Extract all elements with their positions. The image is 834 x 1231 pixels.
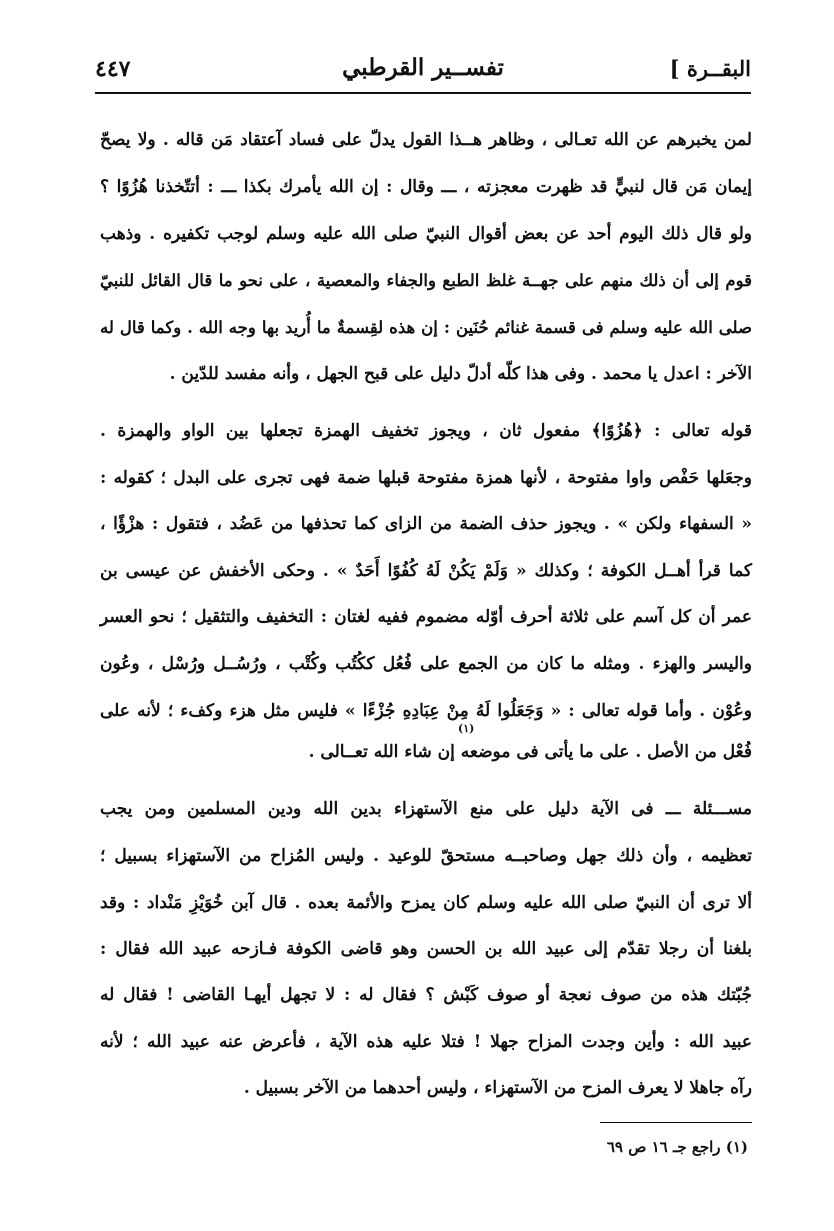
footnote-marker: (١): [458, 722, 475, 735]
text-line: لمن يخبرهم عن الله تعـالى ، وظاهر هــذا القول يدلّ على فساد آعتقاد مَن قاله . ولا يصحّ: [100, 130, 752, 150]
header-rule: [95, 92, 751, 94]
text-line: جُبّتك هذه من صوف نعجة أو صوف كَبْش ؟ فقال له : لا تجهل أيهـا القاضى ! فقال له: [100, 985, 752, 1005]
book-title: تفســير القرطبي: [342, 54, 504, 81]
text-line: وعُوْن . وأما قوله تعالى : « وَجَعَلُوا لَهُ مِنْ عِبَادِهِ جُزْءًا » فليس مثل هزء وكفء ؛ لأنه على: [100, 701, 752, 721]
text-line: « السفهاء ولكن » . ويجوز حذف الضمة من الزاى كما تحذفها من عَضُد ، فتقول : هزْؤًا ،: [100, 514, 752, 534]
text-line: وجعَلها حَفْص واوا مفتوحة ، لأنها همزة مفتوحة قبلها ضمة فهى تجرى على البدل ؛ كقوله :: [100, 468, 752, 488]
text-line: ولو قال ذلك اليوم أحد عن بعض أقوال النبيّ صلى الله عليه وسلم لوجب تكفيره . وذهب: [100, 224, 752, 244]
footnote: (١) راجع جـ ١٦ ص ٦٩: [606, 1138, 748, 1156]
text-line: مســـئلة ـــ فى الآية دليل على منع الآستهزاء بدين الله ودين المسلمين ومن يجب: [100, 799, 752, 819]
text-line: الآخر : اعدل يا محمد . وفى هذا كلّه أدلّ دليل على قبح الجهل ، وأنه مفسد للدّين .: [169, 364, 752, 384]
text-line: عمر أن كل آسم على ثلاثة أحرف أوّله مضموم ففيه لغتان : التخفيف والتثقيل ؛ نحو العسر: [100, 607, 752, 627]
surah-name: البقــرة ]: [669, 56, 751, 81]
page-number: ٤٤٧: [95, 56, 131, 82]
text-line: بلغنا أن رجلا تقدّم إلى عبيد الله بن الحسن وهو قاضى الكوفة فـازحه عبيد الله فقال :: [100, 939, 752, 959]
text-line: رآه جاهلا لا يعرف المزح من الآستهزاء ، وليس أحدهما من الآخر بسبيل .: [243, 1078, 752, 1098]
text-line: قوله تعالى : ﴿هُزُوًا﴾ مفعول ثان ، ويجوز تخفيف الهمزة تجعلها بين الواو والهمزة .: [100, 421, 752, 441]
footnote-rule: [600, 1122, 752, 1123]
text-line: كما قرأ أهــل الكوفة ؛ وكذلك « وَلَمْ يَكُنْ لَهُ كُفُوًا أَحَدٌ » . وحكى الأخفش عن عيسى بن: [100, 561, 752, 581]
text-line: واليسر والهزء . ومثله ما كان من الجمع على فُعُل ككُتُب وكُتْب ، ورُسُــل ورُسْل ، وعُون: [100, 654, 752, 674]
text-line: صلى الله عليه وسلم فى قسمة غنائم حُنَين : إن هذه لقِسمةٌ ما أُريد بها وجه الله . وكما قال له: [100, 318, 752, 337]
text-line: فُعْل من الأصل . على ما يأتى فى موضعه إن شاء الله تعــالى .: [308, 742, 752, 762]
text-line: ألا ترى أن النبيّ صلى الله عليه وسلم كان يمزح والأئمة بعده . قال آبن خُوَيْزِ مَنْداد : وقد: [100, 893, 752, 913]
text-line: تعظيمه ، وأن ذلك جهل وصاحبــه مستحقّ للوعيد . وليس المُزاح من الآستهزاء بسبيل ؛: [100, 846, 752, 866]
text-line: قوم إلى أن ذلك منهم على جهــة غلظ الطبع والجفاء والمعصية ، على نحو ما قال القائل للنبيّ: [100, 271, 752, 290]
text-line: عبيد الله : وأين وجدت المزاح جهلا ! فتلا عليه هذه الآية ، فأعرض عنه عبيد الله ؛ لأنه: [100, 1032, 752, 1052]
page-header: [95, 52, 751, 90]
text-line: إيمان مَن قال لنبيٍّ قد ظهرت معجزته ، ـــ وقال : إن الله يأمرك بكذا ـــ : أتتّخذنا هُزُوًا ؟: [100, 177, 752, 197]
